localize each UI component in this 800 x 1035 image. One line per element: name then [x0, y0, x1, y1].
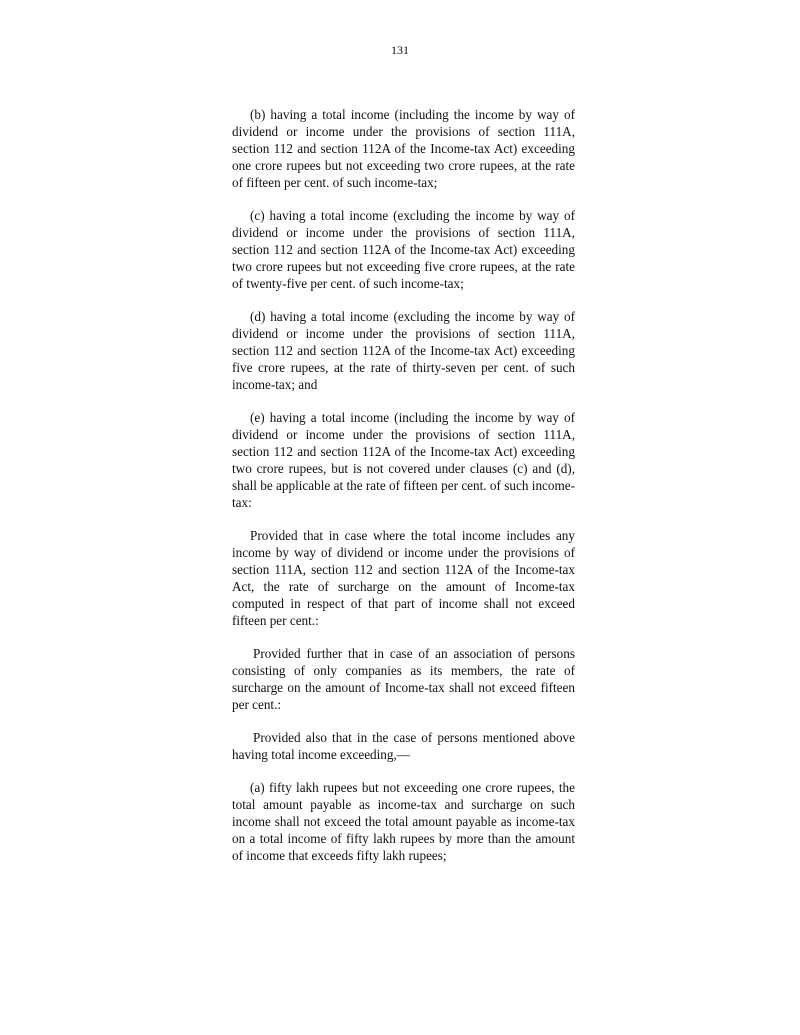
proviso-paragraph: Provided that in case where the total income includes any income by way of dividend or income under the provisions of section 111A, section 112 and section 112A of the Income-tax Act, the rate of surcharge on the amount of Income-tax computed in respect of that part of income shall not exceed fifteen per cent.: — [232, 528, 575, 628]
sub-clause-a-paragraph: (a) fifty lakh rupees but not exceeding one crore rupees, the total amount payable as income-tax and surcharge on such income shall not exceed the total amount payable as income-tax on a total income of fifty lakh rupees by more than the amount of income that exceeds fifty lakh rupees; — [232, 780, 575, 863]
clause-b-paragraph: (b) having a total income (including the income by way of dividend or income under the provisions of section 111A, section 112 and section 112A of the Income-tax Act) exceeding one crore rupees but not exceeding two crore rupees, at the rate of fifteen per cent. of such income-tax; — [232, 107, 575, 190]
document-body — [232, 106, 575, 880]
proviso-also-paragraph: Provided also that in the case of persons mentioned above having total income exceeding,— — [232, 730, 575, 762]
clause-c-paragraph: (c) having a total income (excluding the income by way of dividend or income under the provisions of section 111A, section 112 and section 112A of the Income-tax Act) exceeding two crore rupees but not exceeding five crore rupees, at the rate of twenty-five per cent. of such income-tax; — [232, 208, 575, 291]
clause-d-paragraph: (d) having a total income (excluding the income by way of dividend or income under the provisions of section 111A, section 112 and section 112A of the Income-tax Act) exceeding five crore rupees, at the rate of thirty-seven per cent. of such income-tax; and — [232, 309, 575, 392]
proviso-further-paragraph: Provided further that in case of an association of persons consisting of only companies as its members, the rate of surcharge on the amount of Income-tax shall not exceed fifteen per cent.: — [232, 646, 575, 712]
clause-e-paragraph: (e) having a total income (including the income by way of dividend or income under the provisions of section 111A, section 112 and section 112A of the Income-tax Act) exceeding two crore rupees, but is not covered under clauses (c) and (d), shall be applicable at the rate of fifteen per cent. of such income-tax: — [232, 410, 575, 510]
page-number: 131 — [391, 43, 409, 57]
